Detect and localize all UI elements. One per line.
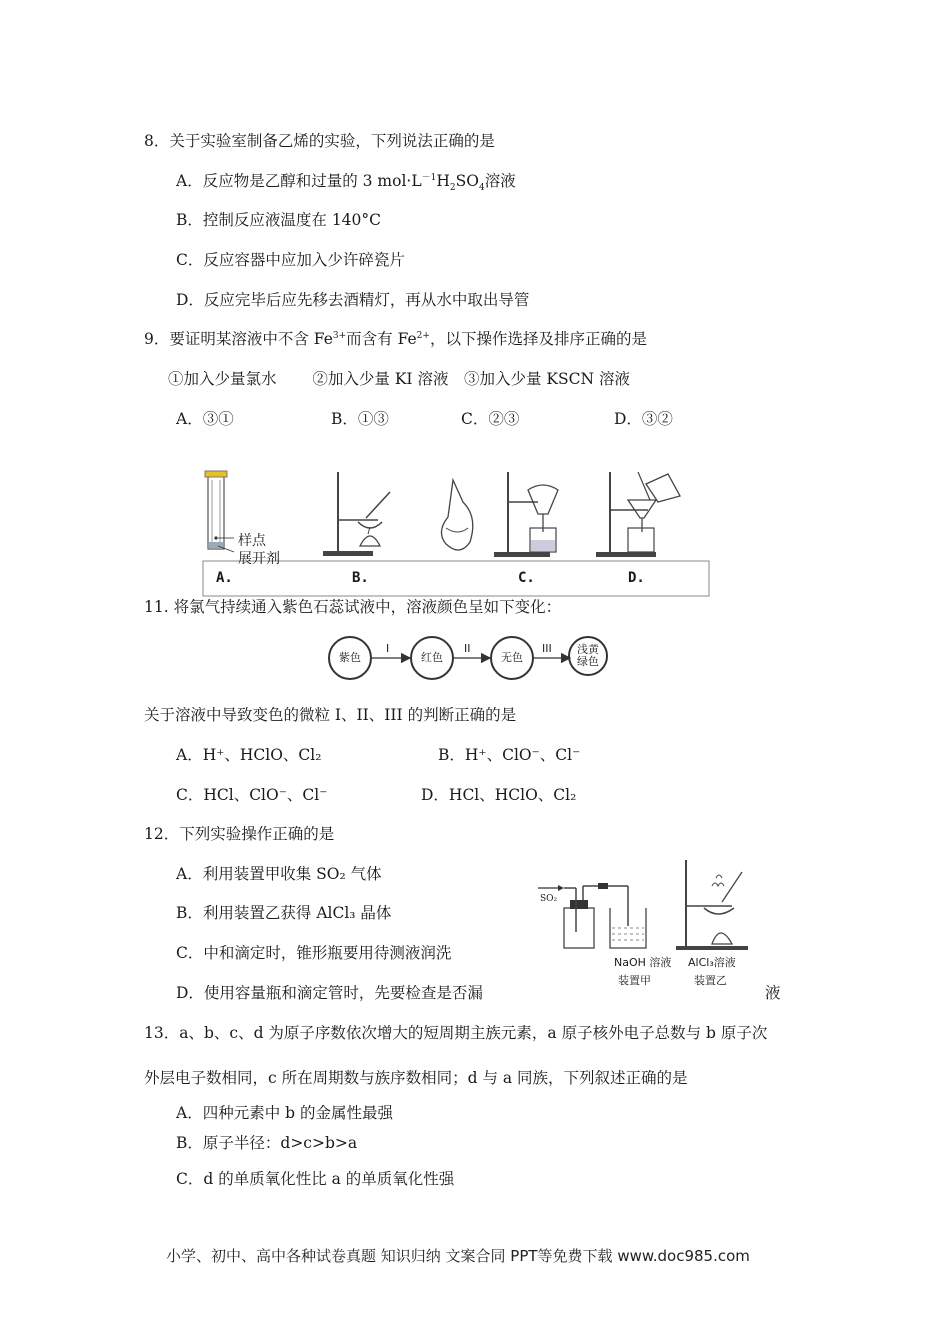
- q9-option-a: A．③①: [176, 410, 234, 428]
- q8-option-a: A．反应物是乙醇和过量的 3 $mol\cdot L^{-1}H_2SO_4$溶液: [176, 172, 516, 194]
- alcl3-solution-label: AlCl₃溶液: [688, 956, 736, 969]
- circle-red: 红色: [410, 636, 454, 680]
- q10-apparatus-figure: [198, 462, 712, 598]
- q11-option-a: A．H⁺、HClO、Cl₂: [176, 746, 322, 764]
- figure-label-d: D.: [628, 570, 645, 586]
- figure-label-a: A.: [216, 570, 233, 586]
- q13-option-a: A．四种元素中 b 的金属性最强: [176, 1104, 393, 1122]
- apparatus-jia-label: 装置甲: [618, 974, 651, 987]
- q12-option-d: D．使用容量瓶和滴定管时，先要检查是否漏: [176, 984, 483, 1002]
- apparatus-yi-label: 装置乙: [694, 974, 727, 987]
- q9-option-d: D．③②: [614, 410, 673, 428]
- stage-i-label: I: [386, 642, 390, 655]
- q8-option-c: C．反应容器中应加入少许碎瓷片: [176, 251, 405, 269]
- q11-option-b: B．H⁺、ClO⁻、Cl⁻: [438, 746, 581, 764]
- q11-stem: 11. 将氯气持续通入紫色石蕊试液中，溶液颜色呈如下变化：: [144, 598, 562, 616]
- q12-option-a: A．利用装置甲收集 SO₂ 气体: [176, 865, 382, 883]
- q13-option-c: C．d 的单质氧化性比 a 的单质氧化性强: [176, 1170, 455, 1188]
- q13-option-b: B．原子半径：d>c>b>a: [176, 1134, 358, 1152]
- q8-option-b: B．控制反应液温度在 140°C: [176, 211, 382, 229]
- naoh-solution-label: NaOH 溶液: [614, 956, 672, 969]
- separatory-funnel-icon: [441, 472, 558, 557]
- circle-colorless: 无色: [490, 636, 534, 680]
- q11-option-c: C．HCl、ClO⁻、Cl⁻: [176, 786, 328, 804]
- filtration-setup-icon: [596, 472, 680, 557]
- sample-point-label: 样点: [238, 533, 266, 549]
- q9-operations: ①加入少量氯水 ②加入少量 KI 溶液 ③加入少量 KSCN 溶液: [168, 370, 630, 388]
- q9-option-b: B．①③: [331, 410, 389, 428]
- figure-label-c: C.: [518, 570, 535, 586]
- q13-stem-line1: 13．a、b、c、d 为原子序数依次增大的短周期主族元素，a 原子核外电子总数与 b 原子次: [144, 1024, 768, 1042]
- stage-iii-label: III: [542, 642, 552, 655]
- q9-stem: 9．要证明某溶液中不含 $Fe^{3+}$而含有 $Fe^{2+}$，以下操作选择及排序正确的是: [144, 330, 647, 348]
- q12-apparatus-figure: [536, 856, 762, 988]
- q8-option-d: D．反应完毕后应先移去酒精灯，再从水中取出导管: [176, 291, 530, 309]
- figure-label-b: B.: [352, 570, 369, 586]
- q8-stem: 8．关于实验室制备乙烯的实验，下列说法正确的是: [144, 132, 495, 150]
- q12-option-b: B．利用装置乙获得 AlCl₃ 晶体: [176, 904, 392, 922]
- chromatography-tube-icon: [205, 471, 234, 552]
- developing-solvent-label: 展开剂: [238, 551, 280, 567]
- evaporation-setup-icon: [323, 472, 390, 556]
- q12-option-d-tail: 液: [765, 984, 781, 1002]
- page-footer: 小学、初中、高中各种试卷真题 知识归纳 文案合同 PPT等免费下载 www.doc985.com: [166, 1247, 750, 1265]
- q9-option-c: C．②③: [461, 410, 520, 428]
- q12-stem: 12．下列实验操作正确的是: [144, 825, 335, 843]
- circle-yellow-green: 浅黄绿色: [568, 636, 608, 676]
- color-change-diagram: [326, 636, 611, 682]
- q13-stem-line2: 外层电子数相同，c 所在周期数与族序数相同；d 与 a 同族，下列叙述正确的是: [144, 1069, 688, 1087]
- q11-question: 关于溶液中导致变色的微粒 I、II、III 的判断正确的是: [144, 706, 517, 724]
- q12-option-c: C．中和滴定时，锥形瓶要用待测液润洗: [176, 944, 452, 962]
- so2-inlet-label: SO₂: [540, 894, 558, 904]
- q11-option-d: D．HCl、HClO、Cl₂: [421, 786, 577, 804]
- stage-ii-label: II: [464, 642, 471, 655]
- circle-purple: 紫色: [328, 636, 372, 680]
